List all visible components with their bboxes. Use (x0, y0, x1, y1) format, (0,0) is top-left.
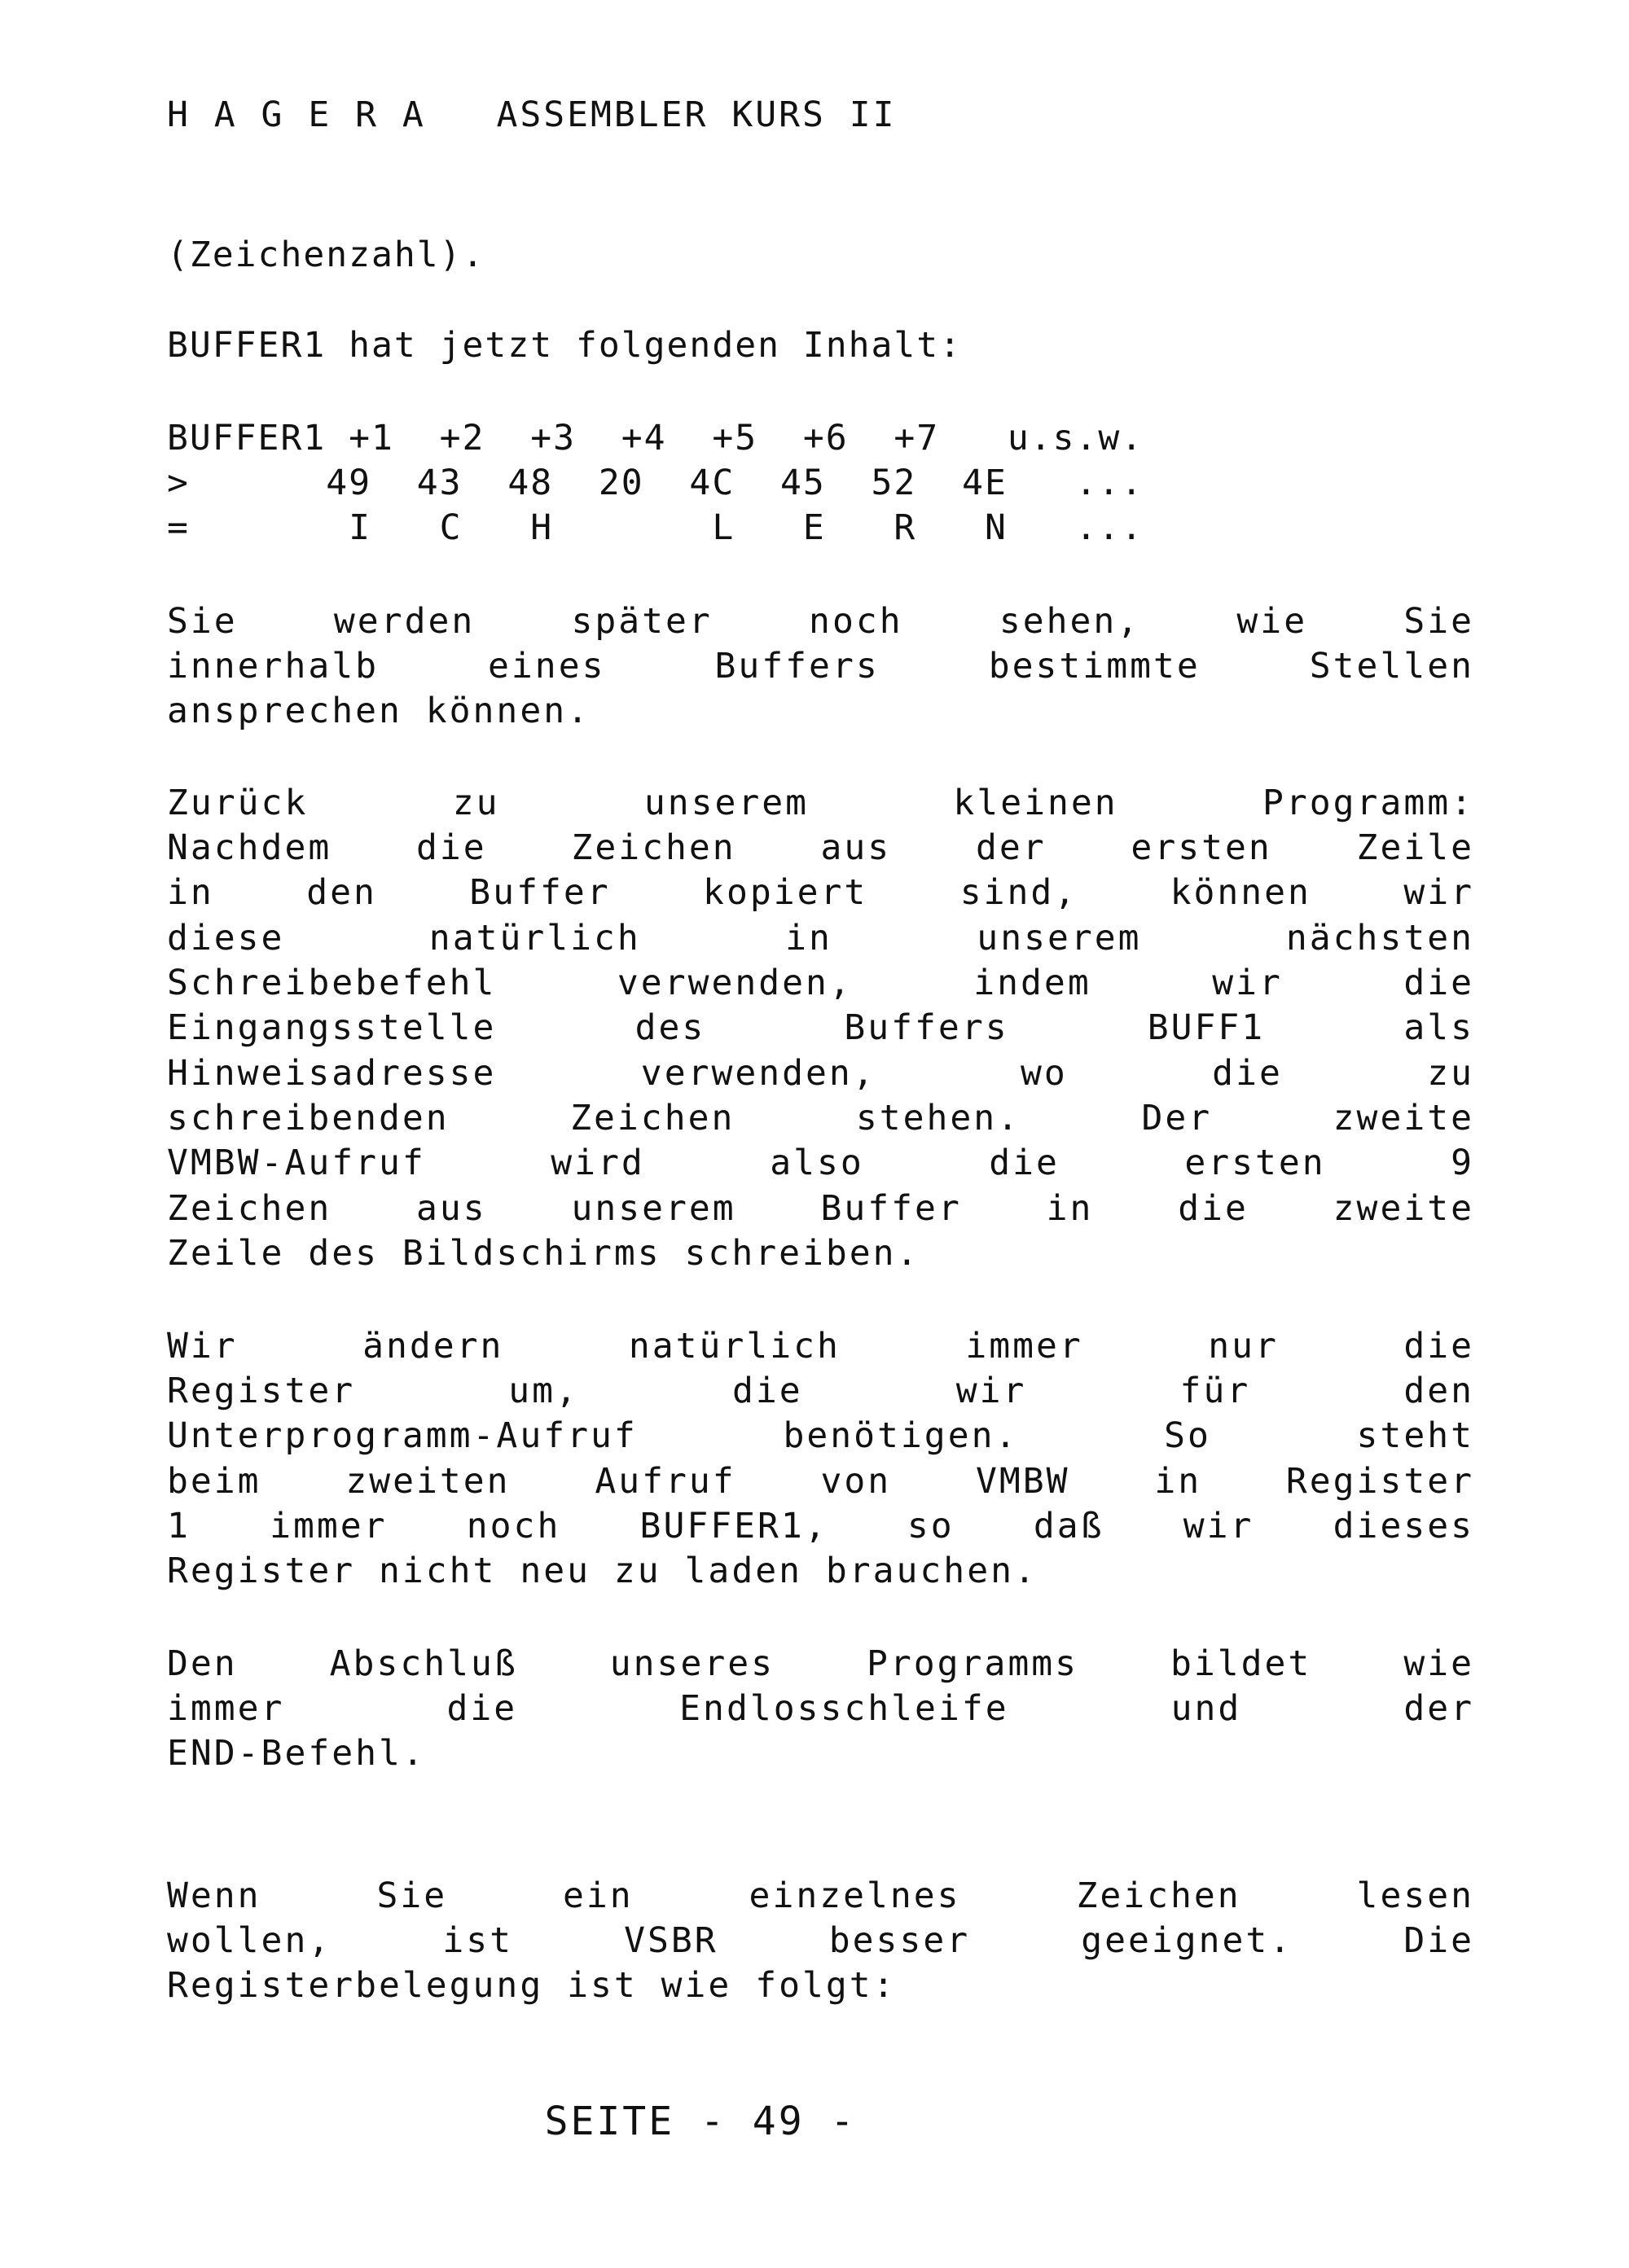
para3-line: Unterprogramm-Aufruf benötigen. So steht (167, 1415, 1474, 1456)
para2-line: Eingangsstelle des Buffers BUFF1 als (167, 1007, 1474, 1048)
para2-line: VMBW-Aufruf wird also die ersten 9 (167, 1143, 1474, 1183)
para2-line: schreibenden Zeichen stehen. Der zweite (167, 1098, 1474, 1138)
intro-line-1: (Zeichenzahl). (167, 235, 485, 275)
para2-line: Zeichen aus unserem Buffer in die zweite (167, 1188, 1474, 1229)
buffer-chars-row: = I C H L E R N ... (167, 507, 1144, 548)
buffer-hex-row: > 49 43 48 20 4C 45 52 4E ... (167, 463, 1144, 503)
para3-line: Register nicht neu zu laden brauchen. (167, 1551, 1038, 1591)
page-header (167, 92, 897, 138)
buffer-offsets-row: BUFFER1 +1 +2 +3 +4 +5 +6 +7 u.s.w. (167, 418, 1144, 458)
para4-line: END-Befehl. (167, 1733, 426, 1774)
para3-line: beim zweiten Aufruf von VMBW in Register (167, 1461, 1474, 1502)
para5-line: wollen, ist VSBR besser geeignet. Die (167, 1920, 1474, 1961)
para3-line: 1 immer noch BUFFER1, so daß wir dieses (167, 1506, 1474, 1546)
para1-line: innerhalb eines Buffers bestimmte Stellen (167, 646, 1474, 687)
para3-line: Register um, die wir für den (167, 1371, 1474, 1411)
para2-line: Zurück zu unserem kleinen Programm: (167, 783, 1474, 823)
para4-line: Den Abschluß unseres Programms bildet wie (167, 1643, 1474, 1684)
page-number: SEITE - 49 - (544, 2099, 857, 2144)
para1-line: Sie werden später noch sehen, wie Sie (167, 601, 1474, 642)
para2-line: Zeile des Bildschirms schreiben. (167, 1233, 920, 1274)
header-title: ASSEMBLER KURS II (496, 94, 897, 135)
para5-line: Wenn Sie ein einzelnes Zeichen lesen (167, 1875, 1474, 1916)
para2-line: Hinweisadresse verwenden, wo die zu (167, 1053, 1474, 1094)
para3-line: Wir ändern natürlich immer nur die (167, 1326, 1474, 1367)
para2-line: diese natürlich in unserem nächsten (167, 918, 1474, 959)
header-brand: H A G E R A (167, 94, 426, 135)
para5-line: Registerbelegung ist wie folgt: (167, 1965, 897, 2006)
para2-line: in den Buffer kopiert sind, können wir (167, 872, 1474, 913)
para4-line: immer die Endlosschleife und der (167, 1688, 1474, 1729)
para2-line: Nachdem die Zeichen aus der ersten Zeile (167, 827, 1474, 868)
intro-line-2: BUFFER1 hat jetzt folgenden Inhalt: (167, 325, 963, 366)
para2-line: Schreibebefehl verwenden, indem wir die (167, 963, 1474, 1003)
para1-line: ansprechen können. (167, 691, 591, 731)
